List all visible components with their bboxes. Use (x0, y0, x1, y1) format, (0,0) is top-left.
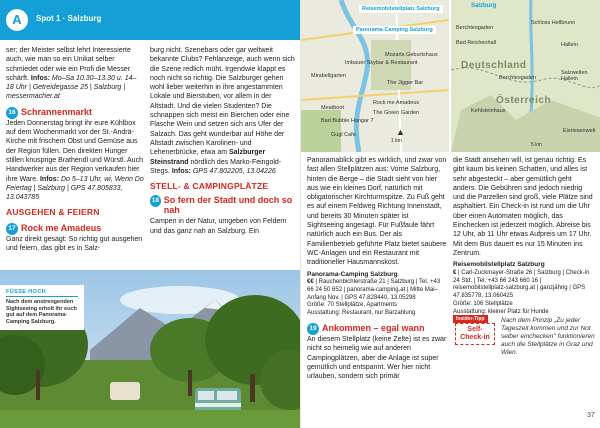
map-label-green-garden: The Green Garden (373, 110, 420, 116)
campsite-details: €€ | Rauchenbichlerstraße 21 | Salzburg | Tel. +43 66 24 50 652 | panorama-camping.at | Mitte Mai–Anfang Nov. | GPS 47.828440, 13.05298 (307, 279, 441, 301)
map-label-oesterreich: Österreich (496, 95, 552, 106)
area-map (301, 0, 600, 152)
entry-18 (150, 195, 295, 215)
map-label-freilassing: Berchtesgaden (456, 25, 493, 31)
chapter-title: Spot 1 · Salzburg (36, 14, 102, 23)
map-label-mirabell: Mirabellgarten (311, 73, 346, 79)
entry-17 (6, 223, 144, 235)
map-label-gugl: Gugl Cafe (331, 132, 356, 138)
map-label-jigger: The Jigger Bar (387, 80, 424, 86)
section-heading: STELL- & CAMPINGPLÄTZE (150, 181, 269, 192)
stellplatz-size: Größe: 106 Stellplätze (453, 300, 513, 307)
campsite-name: Panorama-Camping Salzburg (307, 270, 398, 278)
tip-heading: FÜSSE HOCH (6, 289, 78, 297)
map-label-salzwelten: Salzwelten Hallein (561, 70, 588, 82)
campsite-amenities: Ausstattung: Restaurant, nur Barzahlung (307, 310, 416, 317)
map-label-imbauer: Imbauer Skybar & Restaurant (345, 60, 418, 66)
entry-16 (6, 107, 144, 119)
campsite-size: Größe: 70 Stellplätze, Apartments (307, 302, 398, 309)
page-number: 37 (587, 412, 595, 419)
map-label-deutschland: Deutschland (461, 60, 527, 71)
entry-16-text: Jeden Donnerstag bringt ihr eure Kühlbox auf dem Wochenmarkt vor der St.-Andrä-Kirche mit frischem Obst und Gemüse aus der Region füllen. Den direkten Hunger stillen knusprige Brathendl und Würstl. Auch Handwerker aus der Region verkaufen hier ihre Ware. Infos: Do 5–13 Uhr, wi, Wenn Do Feiertag | Salzburg | GPS 47.805833, 13.043785 (6, 119, 144, 202)
entry-number: 19 (307, 323, 319, 335)
map-label-reichenhall: Bad Reichenhall (456, 40, 497, 46)
entry-number: 16 (6, 107, 18, 119)
entry-title: Ankommen – egal wann (322, 323, 425, 334)
chapter-badge: A (6, 9, 28, 31)
entry-title: Schrannenmarkt (21, 107, 93, 118)
intro-text: ser; der Meister selbst lehrt Interessierte auch, wie man so ein Unikat selber schmiedet oder wie ein Profi die Messer schärft. Infos: Mo–Sa 10.30–13.30 u. 14–18 Uhr | Getreidegasse 25 | Salzburg | messermacher.at (6, 47, 137, 101)
map-label-salzburg: Salzburg (471, 3, 497, 9)
map-scale-right: 5 km (531, 142, 542, 148)
tip-box (0, 285, 84, 330)
overview-map-labels (451, 0, 600, 152)
chapter-header (0, 0, 300, 40)
entry-19-text: An diesem Stellplatz (keine Zelte) ist es zwar nicht so heimelig wie auf anderen Campingplätzen, aber die Anlage ist super gemütlich und entspannt. Wer hier nicht urlauben, sondern sich primär (307, 336, 447, 381)
entry-number: 17 (6, 223, 18, 235)
left-column-1 (6, 46, 144, 255)
insider-tip (453, 315, 595, 365)
nightlife-text: burg nicht. Szenebars oder gar weltweit bekannte Clubs? Fehlanzeige, auch wenn sich die Szene redlich müht. Irgendwie klappt es noch nicht so richtig. Die Salzburger gehen wohl lieber weiterhin in ihre angestammten Lokale und Bierstuben, vor allem in der Altstadt. Und die vielen Studenten? Die schnappen sich meist ein Bierchen oder eine Flasche Wein und setzen sich ans Ufer der Salzach. Das geht wunderbar auf Höhe der Altstadt zwischen Karolinen- und Lehenerbrücke, etwa am Salzburger Steinstrand nördlich des Marko-Feingold-Stegs. Infos: GPS 47.802205, 13.04226 (150, 47, 295, 175)
map-label-eisriesenwelt: Eisriesenwelt (563, 128, 596, 134)
entry-title: Rock me Amadeus (21, 223, 102, 234)
panorama-text: Panoramablick gibt es wirklich, und zwar von fast allen Stellplätzen aus: Vorne Salzburg, hinten die Berge – die Stadt sieht von hier aus wie ein kleines Dorf, natürlich mit obligatorischer Kirchturmspitze. Zu Fuß geht es auf einem Feldweg Richtung Innenstadt, und bereits 30 Minuten später ist Sightseeing angesagt. Für Fußfaule fährt natürlich auch ein Bus. Der als Familienbetrieb geführte Platz bietet saubere WC-Anlagen und ein Restaurant mit traditioneller Hausmannskost. (307, 157, 447, 267)
insider-tip-title: Self-Check-in (455, 323, 495, 345)
map-label-panorama: Panorama-Camping Salzburg (353, 26, 436, 34)
tip-body: Nach dem anstrengenden Sightseeing erholt ihr euch gut auf dem Panorama-Camping Salzburg. (6, 299, 77, 325)
right-page (300, 0, 600, 428)
entry-title: So fern der Stadt und doch so nah (163, 195, 293, 216)
stellplatz-amenities: Ausstattung: kleiner Platz für Hunde (453, 308, 549, 315)
stellplatz-name: Reisemobilstellplatz Salzburg (453, 261, 545, 269)
right-column-1 (307, 156, 447, 384)
stellplatz-details: € | Carl-Zuckmayer-Straße 26 | Salzburg | Check-in 24 Std. | Tel. +43 66 243 660 16 | reisemobilstellplatz-salzburg.at | ganzjährig | GPS 47.835778, 13.060425 (453, 269, 590, 300)
entry-18-text: Campen in der Natur, umgeben von Feldern und das ganz nah an Salzburg. Ein (150, 218, 287, 235)
map-label-rock: Rock me Amadeus (373, 100, 420, 106)
section-heading: AUSGEHEN & FEIERN (6, 207, 100, 218)
insider-tip-label: Insider-Tipp (453, 315, 488, 323)
stellplatz-text: die Stadt ansehen will, ist genau richtig. Es gibt kaum bis keinen Schatten, und alles ist sehr abgesteckt – aber gemütlich geht anders. Die Gebühren sind jedoch niedrig und die Parzellen sind groß, viele Plätze sind asphaltiert. Ein Check-in ist rund um die Uhr über einen Automaten möglich, das Einchecken ist jederzeit möglich. Abreise bis 12 Uhr, ab 11 Uhr etwas Aufpreis um 17 Uhr. Mit dem Bus dauert es nur 15 Minuten ins Zentrum. (453, 157, 593, 257)
map-label-mozart: Mozarts Geburtshaus (385, 52, 438, 58)
map-label-reisemobil: Reisemobilstellplatz Salzburg (359, 5, 443, 13)
map-label-hallein: Hallein (561, 42, 578, 48)
north-arrow-icon: ▲ (396, 127, 405, 137)
entry-number: 18 (150, 195, 161, 207)
map-label-hellbrunn: Schloss Hellbrunn (531, 20, 576, 26)
insider-tip-text: Nach dem Prinzip „Zu jeder Tageszeit kommen und zur Not selber einchecken" funktionieren auch die Stellplätze in Graz und Wien. (501, 317, 595, 356)
left-column-2 (150, 46, 295, 238)
city-map-labels (301, 0, 449, 152)
map-label-meatboot: Meatboot (321, 105, 344, 111)
right-column-2 (453, 156, 595, 317)
map-label-hangar: Bad Bubble Hangar 7 (321, 118, 374, 124)
map-label-kehlsteinhaus: Kehlsteinhaus (471, 108, 506, 114)
map-label-berchtesgaden: Berchtesgaden (499, 75, 536, 81)
entry-17-text: Ganz direkt gesagt: So richtig gut ausgehen und feiern, das gibt es in Salz- (6, 235, 143, 253)
map-scale-left: 1 km (391, 138, 402, 144)
entry-19 (307, 323, 447, 335)
